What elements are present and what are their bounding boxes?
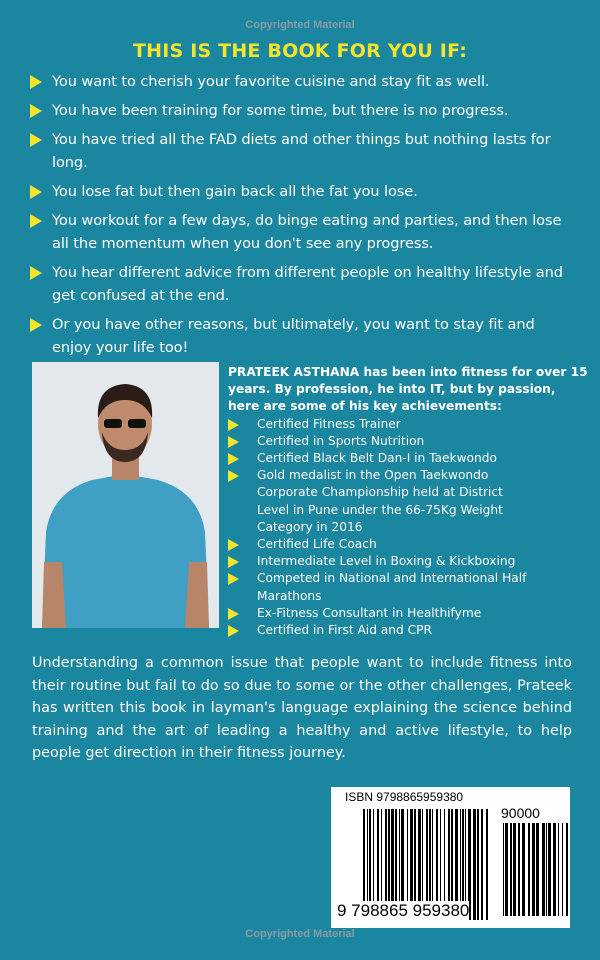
list-item-text: You have been training for some time, but there is no progress. xyxy=(52,102,509,119)
list-item-text: You have tried all the FAD diets and other things but nothing lasts for long. xyxy=(52,131,551,171)
bullet-triangle-icon xyxy=(228,608,239,620)
barcode-bar xyxy=(562,823,563,916)
barcode-bar xyxy=(522,823,525,916)
barcode-bar xyxy=(536,823,539,916)
list-item xyxy=(30,99,578,122)
barcode-bar xyxy=(486,809,488,920)
barcode-bar xyxy=(510,823,512,916)
barcode-bar xyxy=(503,823,504,916)
achievement-item xyxy=(228,450,588,467)
achievement-text: Certified in First Aid and CPR xyxy=(257,623,432,638)
list-item-text: You workout for a few days, do binge eating and parties, and then lose all the momentum when you don't see any progress. xyxy=(52,212,562,252)
barcode-bar xyxy=(481,809,483,920)
achievement-text: Ex-Fitness Consultant in Healthifyme xyxy=(257,605,482,620)
achievement-text: Certified in Sports Nutrition xyxy=(257,433,425,448)
bullet-triangle-icon xyxy=(30,214,42,228)
barcode-bar xyxy=(553,823,556,916)
bullet-triangle-icon xyxy=(30,318,42,332)
achievement-item xyxy=(228,570,568,604)
achievement-text: Certified Life Coach xyxy=(257,537,377,552)
list-item-text: You want to cherish your favorite cuisine and stay fit as well. xyxy=(52,73,490,90)
isbn-number: 9 798865 959380 xyxy=(337,901,470,920)
barcode-bar xyxy=(513,823,516,916)
barcode-bar xyxy=(528,823,530,916)
achievement-text: Intermediate Level in Boxing & Kickboxing xyxy=(257,554,516,569)
price-addon-code: 90000 xyxy=(501,805,540,821)
watermark-bottom: Copyrighted Material xyxy=(245,928,355,940)
bullet-triangle-icon xyxy=(228,625,239,637)
barcode-bar xyxy=(477,809,479,920)
author-figure-icon xyxy=(32,362,219,628)
bullet-triangle-icon xyxy=(228,419,239,431)
achievements-list xyxy=(228,416,588,640)
achievement-item xyxy=(228,622,588,639)
bullet-triangle-icon xyxy=(228,556,239,568)
barcode-bar xyxy=(505,823,508,916)
bullet-triangle-icon xyxy=(30,75,42,89)
section-title: THIS IS THE BOOK FOR YOU IF: xyxy=(132,40,468,62)
bullet-triangle-icon xyxy=(30,266,42,280)
barcode-bar xyxy=(558,823,559,916)
barcode-bar xyxy=(542,823,545,916)
isbn-barcode xyxy=(331,787,570,928)
achievement-item xyxy=(228,433,588,450)
list-item-text: Or you have other reasons, but ultimately, you want to stay fit and enjoy your life too! xyxy=(52,316,535,356)
bullet-triangle-icon xyxy=(228,470,239,482)
achievement-item xyxy=(228,553,588,570)
isbn-label: ISBN 9798865959380 xyxy=(345,790,464,804)
barcode-bar xyxy=(546,823,547,916)
barcode-bar xyxy=(532,823,535,916)
achievement-text: Gold medalist in the Open Taekwondo Corporate Championship held at District Level in Pune under the 66-75Kg Weight Category in 2016 xyxy=(257,468,503,534)
list-item-text: You hear different advice from different people on healthy lifestyle and get confused at the end. xyxy=(52,264,563,304)
list-item xyxy=(30,313,578,359)
achievement-item xyxy=(228,605,588,622)
achievement-item xyxy=(228,536,588,553)
watermark-top: Copyrighted Material xyxy=(245,19,355,31)
book-description: Understanding a common issue that people want to include fitness into their routine but fail to do so due to some or the other challenges, Prateek has written this book in layman's language explaining the science behind training and the art of leading a healthy and active lifestyle, to help people get direction in their fitness journey. xyxy=(32,655,572,761)
list-item xyxy=(30,128,578,174)
achievement-text: Certified Black Belt Dan-I in Taekwondo xyxy=(257,451,497,466)
bio-intro: PRATEEK ASTHANA has been into fitness for over 15 years. By profession, he into IT, but by passion, here are some of his key achievements: xyxy=(228,365,588,414)
barcode-bar xyxy=(473,809,476,920)
bullet-triangle-icon xyxy=(228,436,239,448)
achievement-item xyxy=(228,467,528,536)
list-item xyxy=(30,209,578,255)
barcode-bar xyxy=(566,823,568,916)
author-photo xyxy=(32,362,219,628)
reasons-list xyxy=(30,70,578,365)
bullet-triangle-icon xyxy=(30,104,42,118)
bullet-triangle-icon xyxy=(30,133,42,147)
bullet-triangle-icon xyxy=(228,453,239,465)
achievement-text: Competed in National and International Half Marathons xyxy=(257,571,527,603)
achievement-item xyxy=(228,416,588,433)
author-bio xyxy=(228,364,588,639)
bullet-triangle-icon xyxy=(228,573,239,585)
bullet-triangle-icon xyxy=(30,185,42,199)
list-item xyxy=(30,261,578,307)
list-item xyxy=(30,70,578,93)
achievement-text: Certified Fitness Trainer xyxy=(257,416,401,431)
barcode-bar xyxy=(548,823,551,916)
list-item xyxy=(30,180,578,203)
list-item-text: You lose fat but then gain back all the fat you lose. xyxy=(52,183,418,200)
barcode-bar xyxy=(518,823,520,916)
bullet-triangle-icon xyxy=(228,539,239,551)
